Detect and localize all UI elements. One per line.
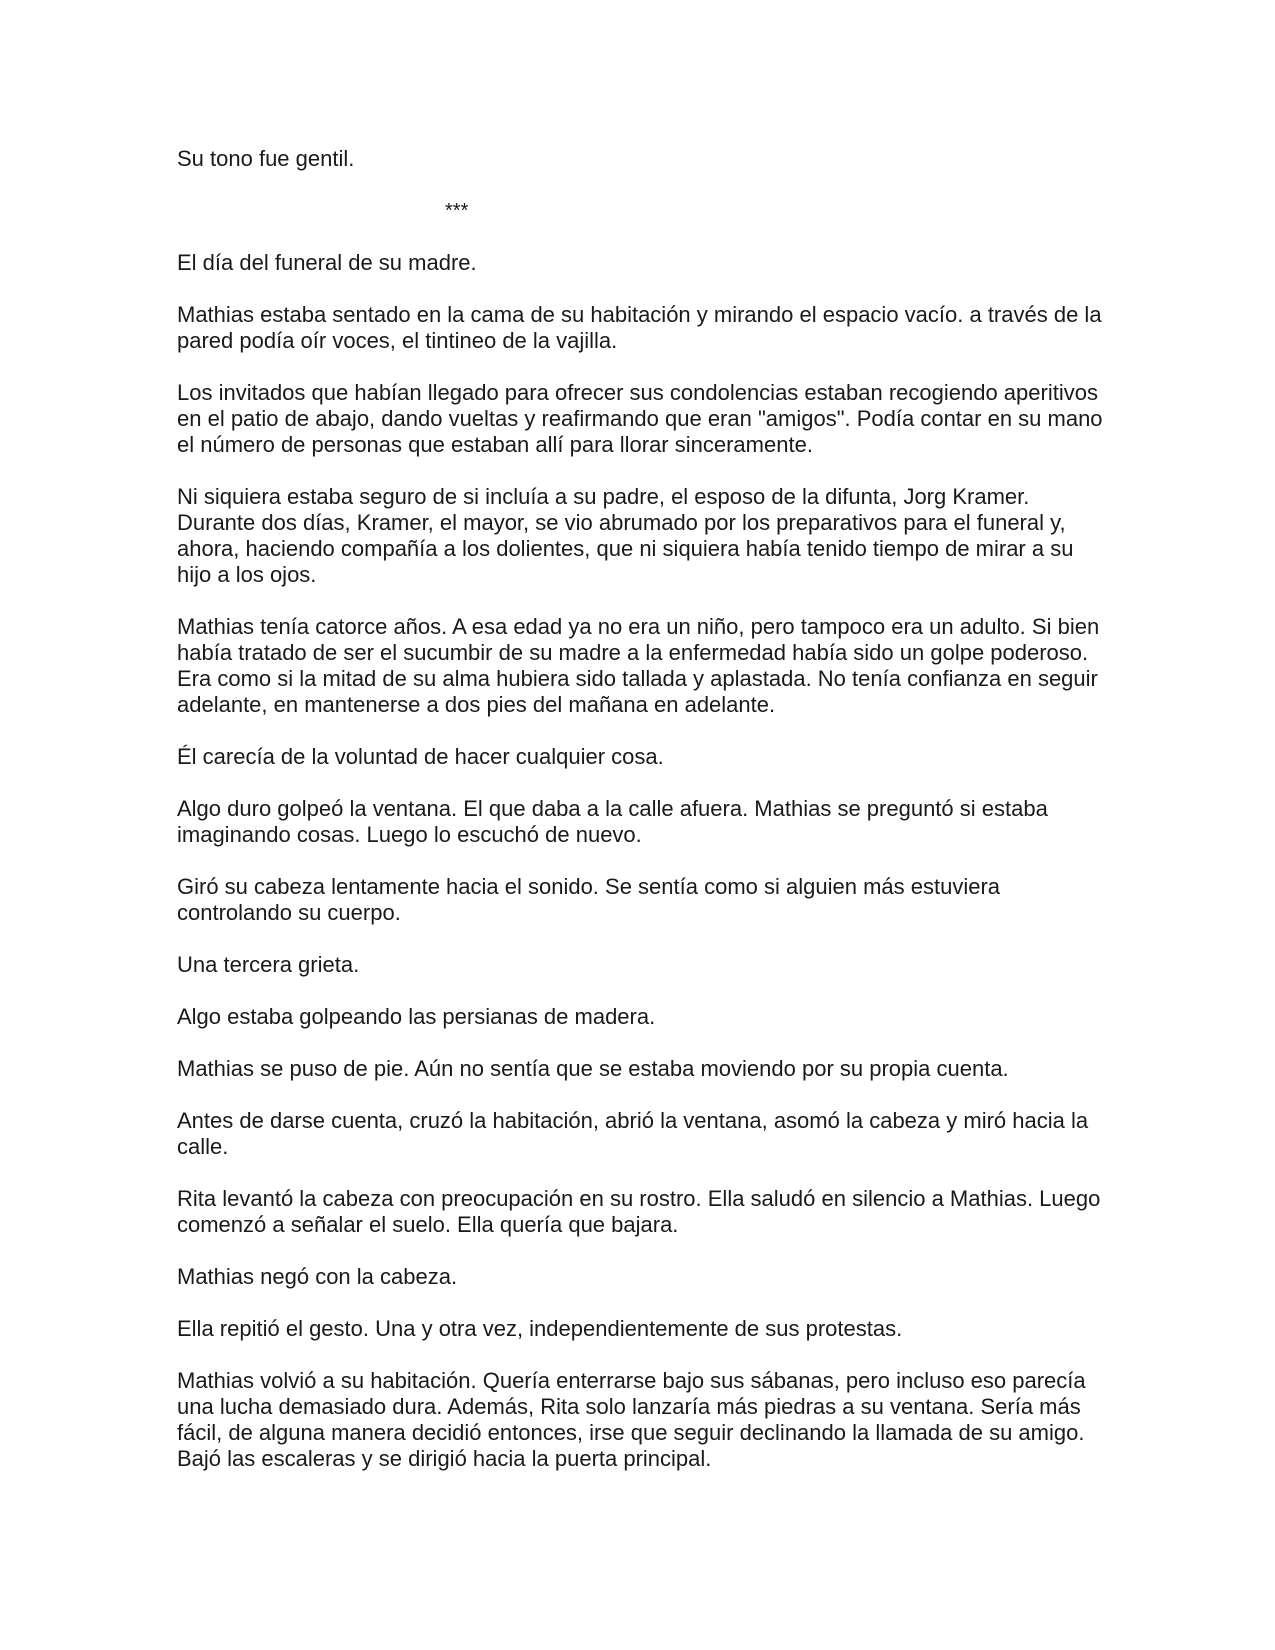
paragraph: Mathias se puso de pie. Aún no sentía que se estaba moviendo por su propia cuenta.: [177, 1056, 1009, 1081]
paragraph: Mathias negó con la cabeza.: [177, 1264, 458, 1289]
paragraph: Rita levantó la cabeza con preocupación en su rostro. Ella saludó en silencio a Mathias. Luego comenzó a señalar el suelo. Ella quería que bajara.: [177, 1186, 1101, 1237]
paragraph: Ni siquiera estaba seguro de si incluía a su padre, el esposo de la difunta, Jorg Kramer. Durante dos días, Kramer, el mayor, se vio abrumado por los preparativos para el funeral y, ahora, haciendo compañía a los dolientes, que ni siquiera había tenido tiempo de mirar a su hijo a los ojos.: [177, 484, 1074, 587]
paragraph: Algo duro golpeó la ventana. El que daba a la calle afuera. Mathias se preguntó si estaba imaginando cosas. Luego lo escuchó de nuevo.: [177, 796, 1048, 847]
paragraph: Los invitados que habían llegado para ofrecer sus condolencias estaban recogiendo aperitivos en el patio de abajo, dando vueltas y reafirmando que eran "amigos". Podía contar en su mano el número de personas que estaban allí para llorar sinceramente.: [177, 380, 1103, 457]
paragraph: Él carecía de la voluntad de hacer cualquier cosa.: [177, 744, 664, 769]
paragraph: Ella repitió el gesto. Una y otra vez, independientemente de sus protestas.: [177, 1316, 903, 1341]
paragraph: Una tercera grieta.: [177, 952, 360, 977]
paragraph: Mathias volvió a su habitación. Quería enterrarse bajo sus sábanas, pero incluso eso parecía una lucha demasiado dura. Además, Rita solo lanzaría más piedras a su ventana. Sería más fácil, de alguna manera decidió entonces, irse que seguir declinando la llamada de su amigo. Bajó las escaleras y se dirigió hacia la puerta principal.: [177, 1368, 1086, 1471]
paragraph: Mathias estaba sentado en la cama de su habitación y mirando el espacio vacío. a través de la pared podía oír voces, el tintineo de la vajilla.: [177, 302, 1102, 353]
paragraph: Algo estaba golpeando las persianas de madera.: [177, 1004, 656, 1029]
body-text: [177, 146, 1107, 1498]
paragraph: Giró su cabeza lentamente hacia el sonido. Se sentía como si alguien más estuviera controlando su cuerpo.: [177, 874, 1001, 925]
scene-separator: ***: [445, 200, 469, 222]
paragraph: El día del funeral de su madre.: [177, 250, 477, 275]
paragraph: Mathias tenía catorce años. A esa edad ya no era un niño, pero tampoco era un adulto. Si bien había tratado de ser el sucumbir de su madre a la enfermedad había sido un golpe poderoso. Era como si la mitad de su alma hubiera sido tallada y aplastada. No tenía confianza en seguir adelante, en mantenerse a dos pies del mañana en adelante.: [177, 614, 1100, 717]
paragraph: Su tono fue gentil.: [177, 146, 355, 171]
paragraph: Antes de darse cuenta, cruzó la habitación, abrió la ventana, asomó la cabeza y miró hacia la calle.: [177, 1108, 1089, 1159]
